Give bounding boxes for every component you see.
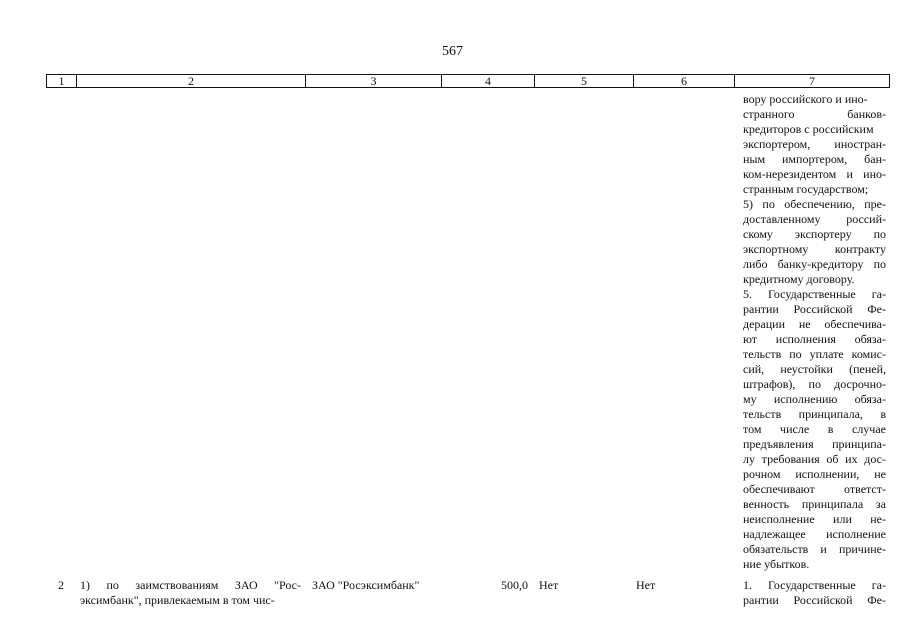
row-2-col-2	[80, 578, 301, 608]
text-line: рантии Российской Фе-	[743, 593, 886, 607]
text-line: странного банков-	[743, 107, 886, 121]
text-line: рантии Российской Фе-	[743, 302, 886, 316]
row-2-col-4: 500,0	[501, 578, 528, 592]
table-header-row	[46, 74, 890, 88]
text-line: кредиторов с российским	[743, 122, 874, 136]
text-line: штрафов), по досрочно-	[743, 377, 886, 391]
text-line: скому экспортеру по	[743, 227, 886, 241]
text-line: доставленному россий-	[743, 212, 886, 226]
text-line: неисполнение или не-	[743, 512, 886, 526]
row-number: 2	[58, 578, 64, 592]
text-line: ком-нерезидентом и ино-	[743, 167, 886, 181]
row-2-col-3: ЗАО "Росэксимбанк"	[312, 578, 420, 592]
header-col-5: 5	[535, 75, 634, 87]
text-line: кредитному договору.	[743, 272, 855, 286]
header-col-6: 6	[634, 75, 735, 87]
text-line: предъявления принципа-	[743, 437, 886, 451]
text-line: экспортному контракту	[743, 242, 886, 256]
text-line: обязательств и причине-	[743, 542, 886, 556]
text-line: ние убытков.	[743, 557, 810, 571]
header-col-7: 7	[809, 74, 815, 88]
text-line: странным государством;	[743, 182, 869, 196]
text-line: вору российского и ино-	[743, 92, 868, 106]
header-col-4: 4	[442, 75, 535, 87]
text-line: му исполнению обяза-	[743, 392, 886, 406]
row-2-col-7	[743, 578, 886, 608]
text-line: ным импортером, бан-	[743, 152, 886, 166]
text-line: венность принципала за	[743, 497, 886, 511]
text-line: ют исполнения обяза-	[743, 332, 886, 346]
continuation-text-col-7	[743, 92, 886, 572]
header-col-1: 1	[47, 75, 77, 87]
text-line: сий, неустойки (пеней,	[743, 362, 886, 376]
text-line: тельств по уплате комис-	[743, 347, 886, 361]
text-line: лу требования об их дос-	[743, 452, 886, 466]
text-line: эксимбанк", привлекаемым в том чис-	[80, 593, 275, 607]
text-line: 1) по заимствованиям ЗАО "Рос-	[80, 578, 301, 592]
header-col-2: 2	[77, 75, 306, 87]
text-line: тельств принципала, в	[743, 407, 886, 421]
text-line: том числе в случае	[743, 422, 886, 436]
text-line: дерации не обеспечива-	[743, 317, 886, 331]
text-line: 5. Государственные га-	[743, 287, 886, 301]
text-line: либо банку-кредитору по	[743, 257, 886, 271]
header-col-3: 3	[306, 75, 442, 87]
page-number: 567	[442, 44, 463, 59]
row-2-col-5: Нет	[539, 578, 559, 592]
text-line: рочном исполнении, не	[743, 467, 886, 481]
text-line: надлежащее исполнение	[743, 527, 886, 541]
text-line: 1. Государственные га-	[743, 578, 886, 592]
text-line: 5) по обеспечению, пре-	[743, 197, 886, 211]
text-line: экспортером, иностран-	[743, 137, 886, 151]
row-2-col-6: Нет	[636, 578, 656, 592]
text-line: обеспечивают ответст-	[743, 482, 886, 496]
